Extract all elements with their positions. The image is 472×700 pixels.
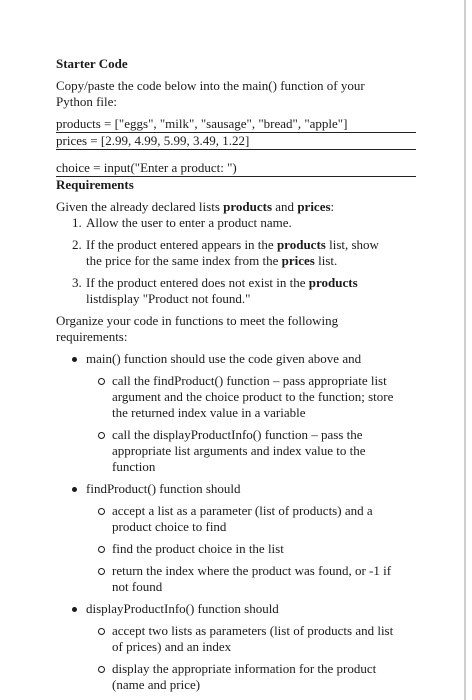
circle-bullet-icon — [98, 432, 105, 439]
document-page — [56, 56, 416, 693]
code-choice: choice = input("Enter a product: ") — [56, 160, 416, 177]
bullet-dot-icon — [72, 607, 77, 612]
organize-line-1: Organize your code in functions to meet the following — [56, 313, 339, 328]
requirements-list — [56, 215, 416, 307]
given-prices: prices — [297, 199, 331, 214]
sub-item — [56, 541, 416, 557]
requirement-bold: products — [276, 237, 326, 252]
page-edge — [464, 0, 466, 700]
sub-text: argument and the choice product to the function; store — [112, 389, 394, 404]
organize-line-2: requirements: — [56, 329, 128, 344]
given-products: products — [223, 199, 273, 214]
sub-text: appropriate list arguments and index value to the — [112, 443, 366, 458]
circle-bullet-icon — [98, 508, 105, 515]
circle-bullet-icon — [98, 378, 105, 385]
sub-text: call the findProduct() function – pass appropriate list — [112, 373, 387, 388]
bullet-main — [56, 351, 416, 367]
requirement-text: list. — [314, 253, 338, 268]
bullet-displayproductinfo — [56, 601, 416, 617]
requirement-text: If the product entered appears in the — [86, 237, 277, 252]
given-mid: and — [272, 199, 298, 214]
requirement-bold: products — [308, 275, 358, 290]
given-line — [56, 199, 416, 215]
requirement-1 — [74, 215, 416, 231]
requirement-text: list, show — [325, 237, 379, 252]
sub-text: the returned index value in a variable — [112, 405, 306, 420]
sub-text: (name and price) — [112, 677, 201, 692]
requirements-heading: Requirements — [56, 177, 134, 192]
sub-item — [56, 427, 416, 475]
sub-text: accept a list as a parameter (list of products) and a — [112, 503, 373, 518]
code-products: products = ["eggs", "milk", "sausage", "bread", "apple"] — [56, 116, 416, 133]
sub-text: not found — [112, 579, 163, 594]
intro-line-2: Python file: — [56, 94, 118, 109]
sub-text: find the product choice in the list — [112, 541, 284, 556]
sub-item — [56, 563, 416, 595]
sub-item — [56, 373, 416, 421]
requirement-number: 3. — [72, 275, 82, 290]
bullet-label: displayProductInfo() function should — [86, 601, 279, 616]
sub-text: function — [112, 459, 156, 474]
requirement-number: 1. — [72, 215, 82, 230]
requirement-text: Allow the user to enter a product name. — [86, 215, 292, 230]
sub-item — [56, 661, 416, 693]
sub-text: display the appropriate information for the product — [112, 661, 377, 676]
requirement-text: the price for the same index from the — [86, 253, 282, 268]
sub-item — [56, 503, 416, 535]
requirement-3 — [74, 275, 416, 307]
circle-bullet-icon — [98, 666, 105, 673]
requirement-bold: prices — [281, 253, 315, 268]
bullet-label: main() function should use the code given above and — [86, 351, 362, 366]
sub-text: call the displayProductInfo() function – pass the — [112, 427, 363, 442]
given-prefix: Given the already declared lists — [56, 199, 224, 214]
sub-text: of prices) and an index — [112, 639, 232, 654]
bullet-findproduct — [56, 481, 416, 497]
code-prices: prices = [2.99, 4.99, 5.99, 3.49, 1.22] — [56, 133, 416, 150]
sub-text: return the index where the product was found, or -1 if — [112, 563, 392, 578]
sub-text: product choice to find — [112, 519, 227, 534]
circle-bullet-icon — [98, 628, 105, 635]
intro-line-1: Copy/paste the code below into the main() function of your — [56, 78, 365, 93]
requirement-text: If the product entered does not exist in the — [86, 275, 309, 290]
circle-bullet-icon — [98, 546, 105, 553]
requirement-number: 2. — [72, 237, 82, 252]
requirement-text: listdisplay "Product not found." — [86, 291, 251, 306]
bullet-dot-icon — [72, 357, 77, 362]
circle-bullet-icon — [98, 568, 105, 575]
starter-code-heading: Starter Code — [56, 56, 128, 71]
sub-text: accept two lists as parameters (list of products and list — [112, 623, 394, 638]
given-suffix: : — [330, 199, 335, 214]
requirement-2 — [74, 237, 416, 269]
sub-item — [56, 623, 416, 655]
bullet-dot-icon — [72, 487, 77, 492]
bullet-label: findProduct() function should — [86, 481, 241, 496]
